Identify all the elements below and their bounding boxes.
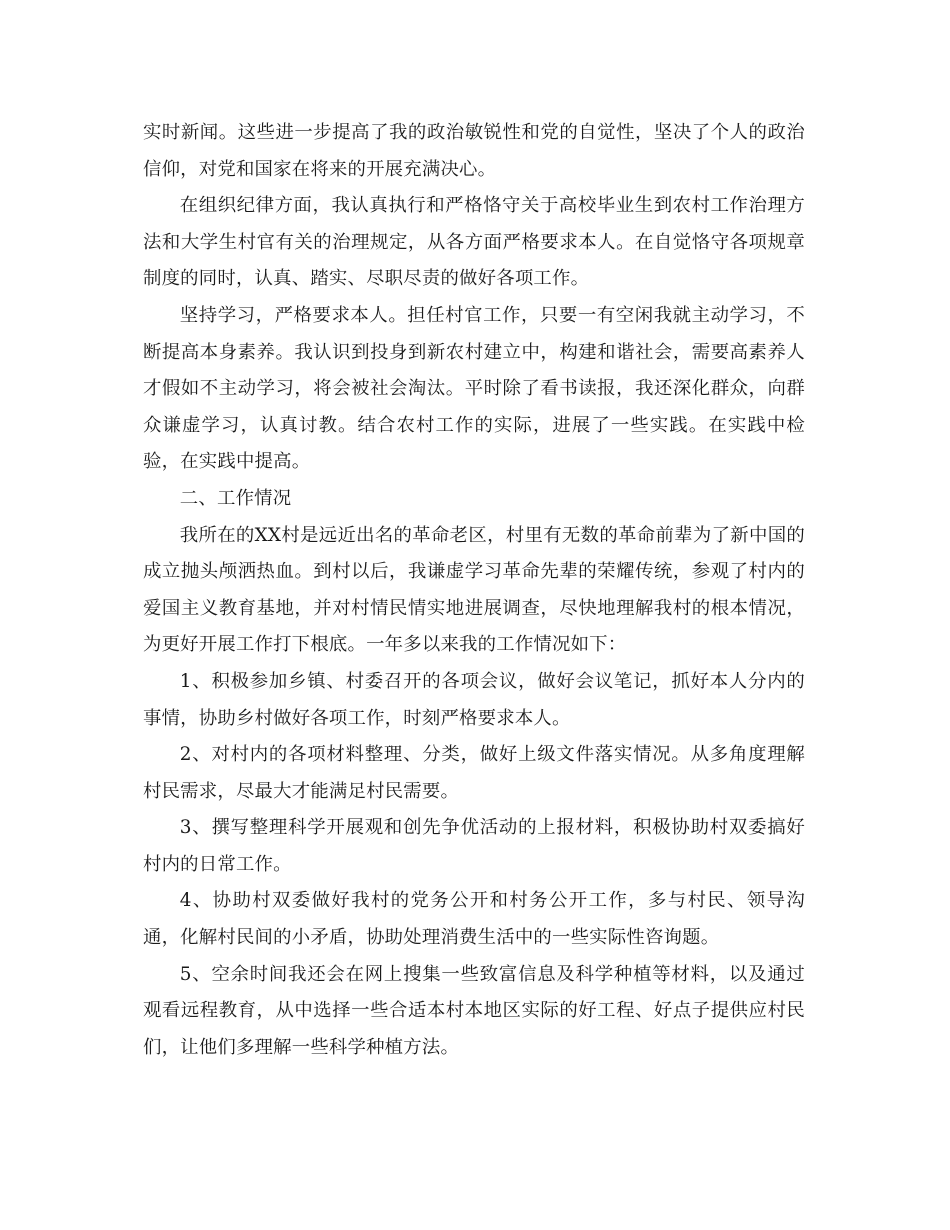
list-item-1: 1、积极参加乡镇、村委召开的各项会议，做好会议笔记，抓好本人分内的事情，协助乡村做好各项工作，时刻严格要求本人。 [143,670,805,729]
paragraph-2: 在组织纪律方面，我认真执行和严格恪守关于高校毕业生到农村工作治理方法和大学生村官有关的治理规定，从各方面严格要求本人。在自觉恪守各项规章制度的同时，认真、踏实、尽职尽责的做好各项工作。 [143,195,805,290]
paragraph-3: 坚持学习，严格要求本人。担任村官工作，只要一有空闲我就主动学习，不断提高本身素养。我认识到投身到新农村建立中，构建和谐社会，需要高素养人才假如不主动学习，将会被社会淘汰。平时除了看书读报，我还深化群众，向群众谦虚学习，认真讨教。结合农村工作的实际，进展了一些实践。在实践中检验，在实践中提高。 [143,304,805,473]
list-item-2: 2、对村内的各项材料整理、分类，做好上级文件落实情况。从多角度理解村民需求，尽最大才能满足村民需要。 [143,744,805,802]
list-item-3: 3、撰写整理科学开展观和创先争优活动的上报材料，积极协助村双委搞好村内的日常工作。 [143,817,805,875]
section-heading: 二、工作情况 [179,487,292,509]
paragraph-1: 实时新闻。这些进一步提高了我的政治敏锐性和党的自觉性，坚决了个人的政治信仰，对党和国家在将来的开展充满决心。 [143,122,805,180]
paragraph-4: 我所在的XX村是远近出名的革命老区，村里有无数的革命前辈为了新中国的成立抛头颅洒热血。到村以后，我谦虚学习革命先辈的荣耀传统，参观了村内的爱国主义教育基地，并对村情民情实地进展调查，尽快地理解我村的根本情况，为更好开展工作打下根底。一年多以来我的工作情况如下： [143,524,805,656]
list-item-4: 4、协助村双委做好我村的党务公开和村务公开工作，多与村民、领导沟通，化解村民间的小矛盾，协助处理消费生活中的一些实际性咨询题。 [143,890,805,949]
document-body [143,115,805,1066]
list-item-5: 5、空余时间我还会在网上搜集一些致富信息及科学种植等材料，以及通过观看远程教育，从中选择一些合适本村本地区实际的好工程、好点子提供应村民们，让他们多理解一些科学种植方法。 [143,963,805,1058]
